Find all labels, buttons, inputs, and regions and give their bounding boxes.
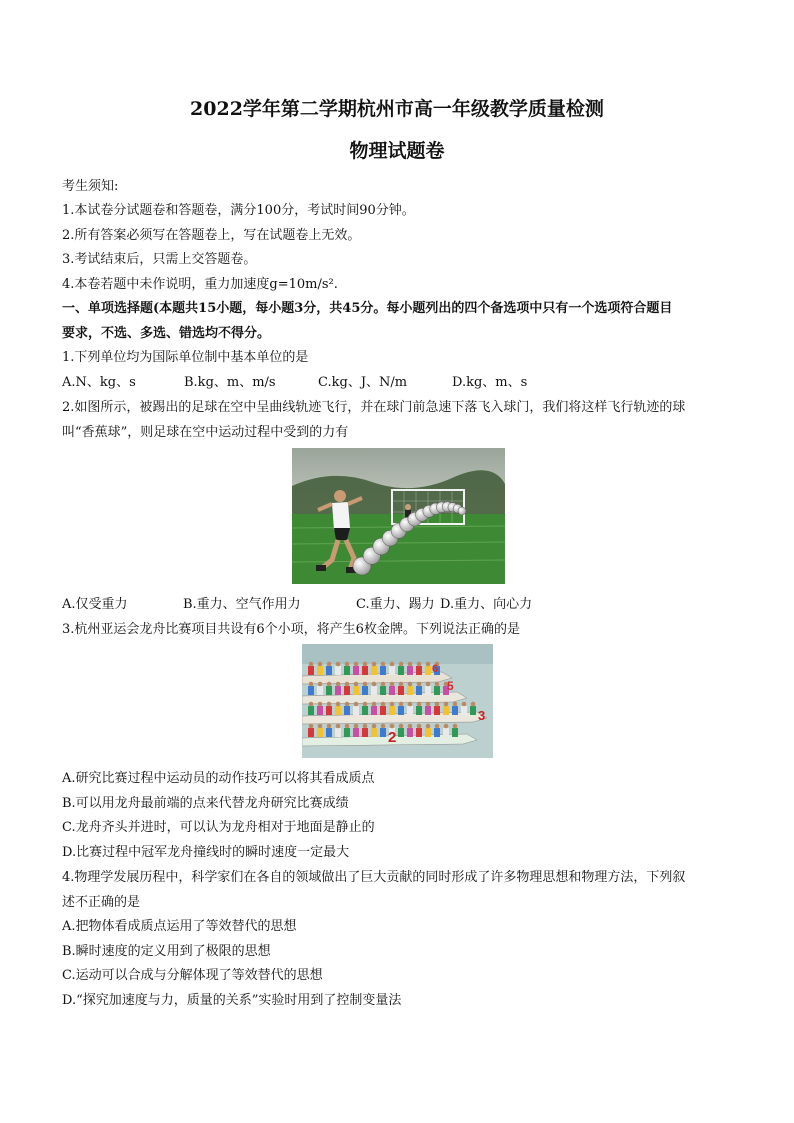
- paddler: [335, 686, 341, 695]
- paddler-head: [399, 682, 404, 687]
- soccer-scene-drawing: [292, 448, 505, 584]
- paddler-head: [381, 682, 386, 687]
- paddler: [398, 728, 404, 737]
- question-2-option-c: C.重力、踢力: [356, 597, 435, 612]
- paddler: [353, 728, 359, 737]
- paddler: [362, 706, 368, 715]
- paddler: [362, 666, 368, 675]
- paddler-head: [336, 724, 341, 729]
- paddler-head: [372, 662, 377, 667]
- paddler-head: [327, 662, 332, 667]
- paddler: [416, 706, 422, 715]
- paddler-head: [318, 702, 323, 707]
- paddler: [326, 686, 332, 695]
- paddler: [434, 706, 440, 715]
- paddler-head: [426, 682, 431, 687]
- paddler: [335, 666, 341, 675]
- question-4-stem-cont: 述不正确的是: [62, 895, 141, 910]
- paddler-head: [426, 662, 431, 667]
- paddler-head: [318, 724, 323, 729]
- paddler: [326, 728, 332, 737]
- paddler: [443, 728, 449, 737]
- paddler: [425, 728, 431, 737]
- paddler: [335, 706, 341, 715]
- paddler-head: [399, 662, 404, 667]
- paddler: [398, 666, 404, 675]
- paddler-head: [327, 682, 332, 687]
- paddler-head: [408, 662, 413, 667]
- paddler: [416, 686, 422, 695]
- paddler: [425, 686, 431, 695]
- question-4-stem: 4.物理学发展历程中，科学家们在各自的领域做出了巨大贡献的同时形成了许多物理思想和物理方法，下列叙: [62, 870, 686, 885]
- paddler-head: [417, 702, 422, 707]
- question-1-stem: 1.下列单位均为国际单位制中基本单位的是: [62, 350, 309, 365]
- paddler-head: [444, 702, 449, 707]
- paddler-head: [399, 702, 404, 707]
- paddler: [344, 666, 350, 675]
- paddler-head: [435, 724, 440, 729]
- paddler-head: [444, 724, 449, 729]
- paddler: [407, 666, 413, 675]
- paddler: [317, 728, 323, 737]
- paddler-head: [417, 682, 422, 687]
- paddler: [407, 728, 413, 737]
- paddler: [362, 686, 368, 695]
- paddler-head: [408, 724, 413, 729]
- paddler: [452, 728, 458, 737]
- notice-heading: 考生须知:: [62, 179, 119, 194]
- paddler: [407, 686, 413, 695]
- paddler: [308, 706, 314, 715]
- paddler-head: [399, 724, 404, 729]
- paddler: [353, 706, 359, 715]
- dragon-boat-drawing: [302, 644, 493, 758]
- paddler: [389, 686, 395, 695]
- paddler: [344, 706, 350, 715]
- paddler-head: [336, 662, 341, 667]
- question-1-option-c: C.kg、J、N/m: [318, 375, 408, 390]
- paddler: [317, 706, 323, 715]
- paddler: [380, 686, 386, 695]
- paddler-head: [336, 682, 341, 687]
- paddler: [398, 706, 404, 715]
- paddler: [326, 706, 332, 715]
- question-2-stem-cont: 叫“香蕉球”，则足球在空中运动过程中受到的力有: [62, 425, 349, 440]
- paddler-head: [372, 702, 377, 707]
- question-2-option-b: B.重力、空气作用力: [183, 597, 301, 612]
- paddler-head: [417, 662, 422, 667]
- paddler-head: [354, 682, 359, 687]
- paddler: [344, 686, 350, 695]
- question-3-option-c: C.龙舟齐头并进时，可以认为龙舟相对于地面是静止的: [62, 820, 375, 835]
- paddler-head: [309, 662, 314, 667]
- paddler-head: [390, 662, 395, 667]
- question-1-option-a: A.N、kg、s: [62, 375, 136, 390]
- paddler: [389, 666, 395, 675]
- question-4-option-d: D.“探究加速度与力，质量的关系”实验时用到了控制变量法: [62, 993, 402, 1008]
- paddler: [326, 666, 332, 675]
- paddler-head: [345, 702, 350, 707]
- boat-number: 3: [478, 708, 486, 723]
- paddler-head: [381, 724, 386, 729]
- paddler-head: [408, 682, 413, 687]
- paddler-head: [390, 724, 395, 729]
- paddler-head: [345, 724, 350, 729]
- paddler-head: [372, 724, 377, 729]
- notice-item: 3.考试结束后，只需上交答题卷。: [62, 252, 257, 267]
- soccer-ball-icon: [458, 507, 466, 515]
- paddler: [425, 706, 431, 715]
- question-2-option-d: D.重力、向心力: [440, 597, 533, 612]
- paddler: [407, 706, 413, 715]
- paddler: [353, 686, 359, 695]
- paddler-head: [417, 724, 422, 729]
- paddler-head: [408, 702, 413, 707]
- paddler: [317, 686, 323, 695]
- paddler: [371, 666, 377, 675]
- paddler-head: [345, 662, 350, 667]
- paddler: [371, 728, 377, 737]
- question-3-option-d: D.比赛过程中冠军龙舟撞线时的瞬时速度一定最大: [62, 845, 350, 860]
- paddler: [380, 706, 386, 715]
- paddler-head: [363, 682, 368, 687]
- paddler-head: [354, 662, 359, 667]
- paddler: [398, 686, 404, 695]
- paddler-head: [381, 662, 386, 667]
- question-4-option-a: A.把物体看成质点运用了等效替代的思想: [62, 919, 297, 934]
- paddler: [308, 666, 314, 675]
- boat-number: 5: [447, 679, 454, 693]
- notice-item: 4.本卷若题中未作说明，重力加速度g=10m/s².: [62, 277, 338, 292]
- paddler-head: [354, 702, 359, 707]
- paddler: [443, 706, 449, 715]
- paddler: [434, 728, 440, 737]
- paddler: [308, 728, 314, 737]
- paddler-head: [309, 702, 314, 707]
- question-3-option-b: B.可以用龙舟最前端的点来代替龙舟研究比赛成绩: [62, 796, 349, 811]
- paddler: [353, 666, 359, 675]
- page-title: 2022学年第二学期杭州市高一年级教学质量检测: [190, 98, 604, 120]
- question-4-option-c: C.运动可以合成与分解体现了等效替代的思想: [62, 968, 323, 983]
- paddler: [416, 666, 422, 675]
- paddler: [434, 686, 440, 695]
- page-subtitle: 物理试题卷: [349, 140, 445, 162]
- paddler-head: [390, 682, 395, 687]
- question-3-option-a: A.研究比赛过程中运动员的动作技巧可以将其看成质点: [62, 771, 375, 786]
- boat-number: 2: [388, 729, 397, 746]
- paddler: [317, 666, 323, 675]
- paddler-head: [435, 702, 440, 707]
- paddler-head: [471, 702, 476, 707]
- paddler: [344, 728, 350, 737]
- paddler: [389, 706, 395, 715]
- paddler: [362, 728, 368, 737]
- question-2-stem: 2.如图所示，被踢出的足球在空中呈曲线轨迹飞行，并在球门前急速下落飞入球门，我们将这样飞行轨迹的球: [62, 400, 686, 415]
- paddler-head: [435, 682, 440, 687]
- paddler: [371, 706, 377, 715]
- paddler-head: [390, 702, 395, 707]
- paddler: [470, 706, 476, 715]
- section-heading-cont: 要求，不选、多选、错选均不得分。: [62, 326, 271, 341]
- dragon-boat-figure: [302, 644, 493, 758]
- paddler-head: [354, 724, 359, 729]
- section-heading: 一、单项选择题(本题共15小题，每小题3分，共45分。每小题列出的四个备选项中只有一个选项符合题目: [62, 301, 673, 316]
- paddler-head: [426, 724, 431, 729]
- paddler: [461, 706, 467, 715]
- paddler: [335, 728, 341, 737]
- paddler-head: [426, 702, 431, 707]
- paddler-head: [381, 702, 386, 707]
- paddler: [380, 666, 386, 675]
- question-3-stem: 3.杭州亚运会龙舟比赛项目共设有6个小项，将产生6枚金牌。下列说法正确的是: [62, 622, 520, 637]
- paddler: [452, 706, 458, 715]
- paddler-head: [309, 682, 314, 687]
- soccer-banana-kick-figure: [292, 448, 505, 584]
- notice-item: 2.所有答案必须写在答题卷上，写在试题卷上无效。: [62, 228, 361, 243]
- question-2-option-a: A.仅受重力: [62, 597, 128, 612]
- question-1-option-d: D.kg、m、s: [452, 375, 528, 390]
- paddler-head: [327, 724, 332, 729]
- paddler-head: [363, 724, 368, 729]
- paddler-head: [372, 682, 377, 687]
- notice-item: 1.本试卷分试题卷和答题卷，满分100分，考试时间90分钟。: [62, 203, 415, 218]
- paddler-head: [453, 702, 458, 707]
- paddler-head: [318, 662, 323, 667]
- paddler-head: [363, 702, 368, 707]
- question-4-option-b: B.瞬时速度的定义用到了极限的思想: [62, 944, 271, 959]
- paddler: [308, 686, 314, 695]
- paddler: [416, 728, 422, 737]
- paddler-head: [462, 702, 467, 707]
- question-1-option-b: B.kg、m、m/s: [184, 375, 276, 390]
- boat-number: 6: [432, 663, 439, 675]
- paddler-head: [345, 682, 350, 687]
- paddler-head: [336, 702, 341, 707]
- paddler-head: [309, 724, 314, 729]
- paddler-head: [363, 662, 368, 667]
- paddler-head: [327, 702, 332, 707]
- paddler: [371, 686, 377, 695]
- paddler: [380, 728, 386, 737]
- paddler-head: [318, 682, 323, 687]
- paddler-head: [453, 724, 458, 729]
- paddler: [425, 666, 431, 675]
